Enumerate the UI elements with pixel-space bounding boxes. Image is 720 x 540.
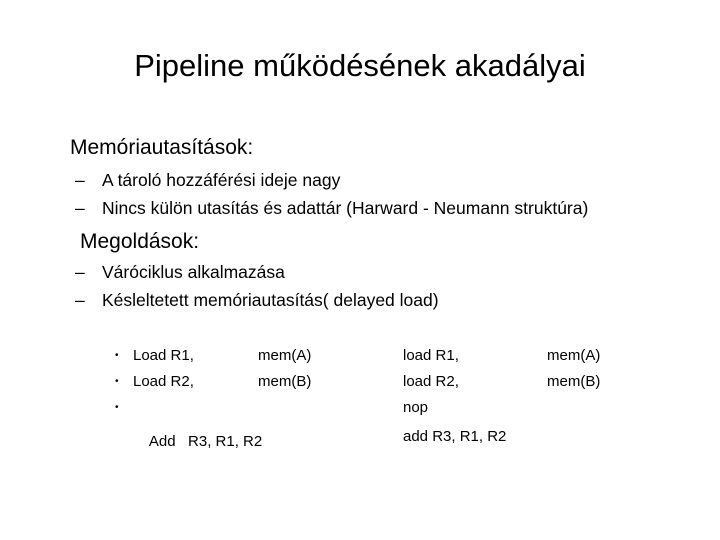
code-line — [115, 399, 263, 467]
dash-marker: – — [75, 198, 85, 218]
code-arg: mem(A) — [258, 347, 312, 364]
dash-marker: – — [75, 262, 85, 282]
code-arg: mem(B) — [547, 373, 601, 390]
section-heading-memory: Memóriautasítások: — [70, 136, 254, 159]
code-instr: Add R3, R1, R2 — [148, 433, 263, 450]
bullet-marker: • — [115, 350, 119, 361]
dash-marker: – — [75, 170, 85, 190]
list-item-text: Nincs külön utasítás és adattár (Harward - Neumann struktúra) — [102, 198, 589, 218]
list-item — [75, 290, 439, 311]
slide-title: Pipeline működésének akadályai — [134, 48, 586, 83]
code-instr: add R3, R1, R2 — [403, 428, 507, 445]
bullet-marker: • — [115, 402, 119, 413]
list-item — [75, 170, 340, 191]
code-line — [115, 347, 194, 364]
list-item-text: A tároló hozzáférési ideje nagy — [102, 170, 341, 190]
code-line — [115, 373, 194, 390]
code-instr: Load R1, — [133, 347, 194, 364]
code-instr: load R1, — [403, 347, 459, 364]
code-instr: load R2, — [403, 373, 459, 390]
list-item — [75, 262, 285, 283]
dash-marker: – — [75, 290, 85, 310]
code-arg: mem(A) — [547, 347, 601, 364]
code-instr: Load R2, — [133, 373, 194, 390]
code-instr: nop — [403, 399, 429, 416]
code-arg: mem(B) — [258, 373, 312, 390]
list-item — [75, 198, 588, 219]
section-heading-solutions: Megoldások: — [80, 230, 200, 253]
list-item-text: Váróciklus alkalmazása — [102, 262, 285, 282]
list-item-text: Késleltetett memóriautasítás( delayed load) — [102, 290, 439, 310]
bullet-marker: • — [115, 376, 119, 387]
